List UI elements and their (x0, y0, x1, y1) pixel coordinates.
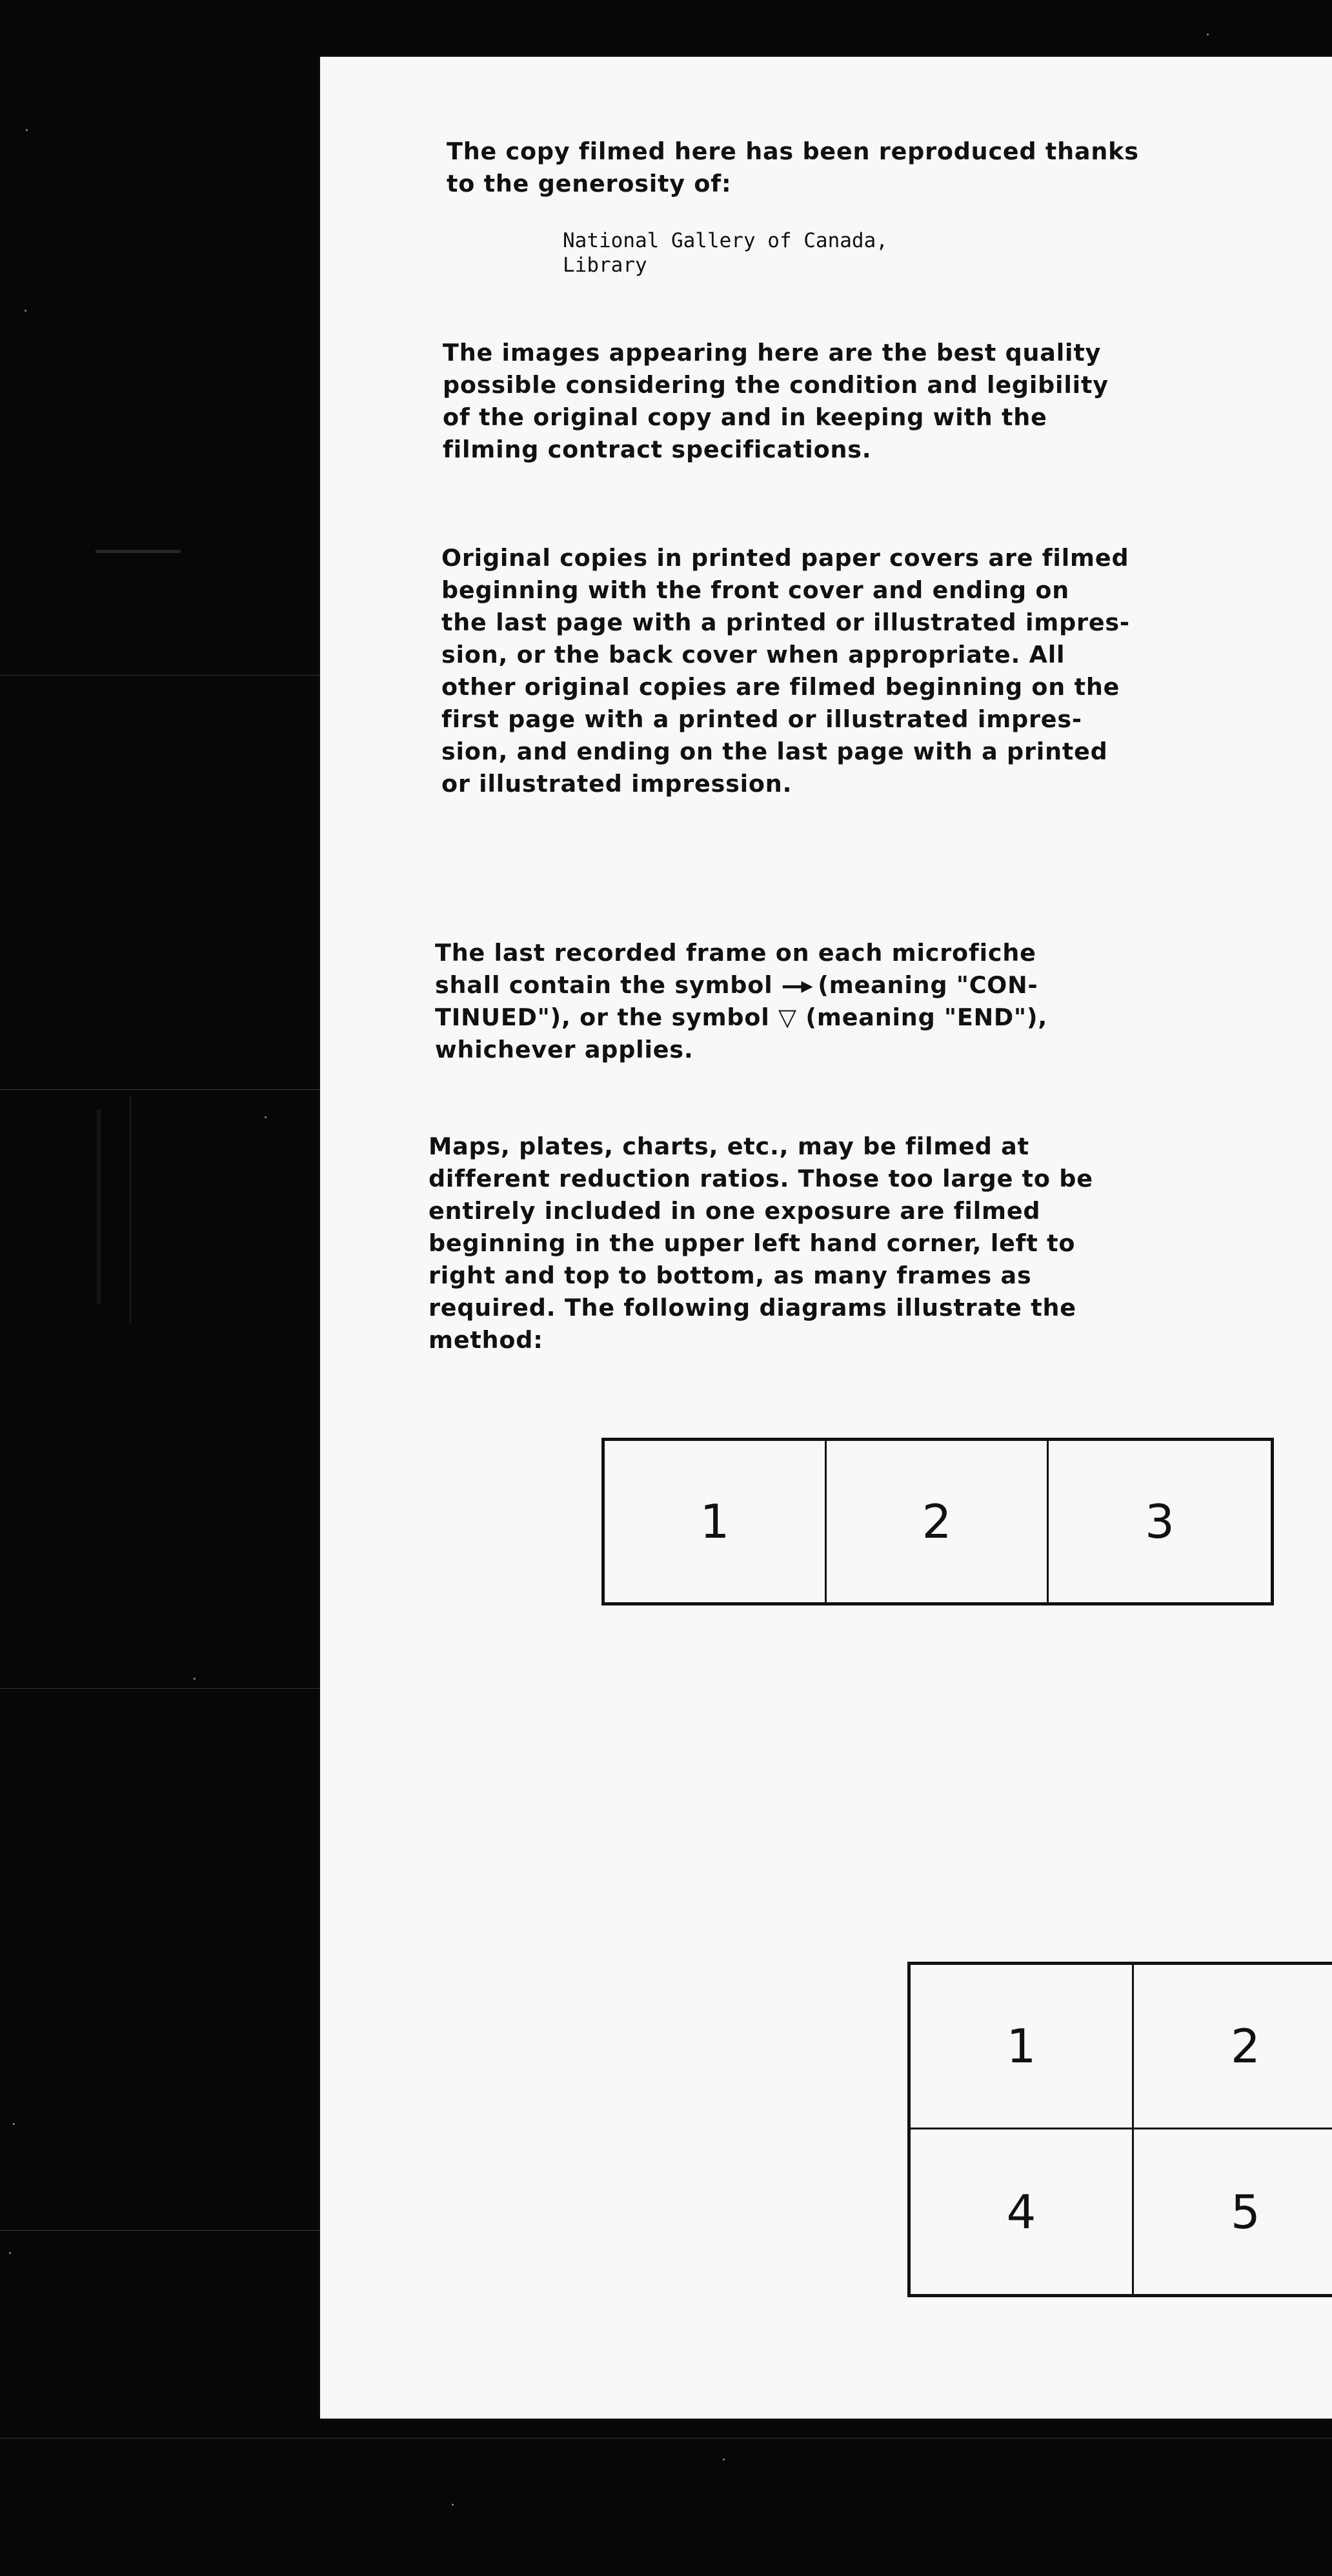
film-speck (25, 310, 26, 312)
symbols-line-3 (435, 1001, 1047, 1034)
diagram-cell: 4 (911, 2129, 1134, 2294)
institution-name: National Gallery of Canada, Library (563, 229, 888, 277)
symbols-paragraph (435, 937, 1047, 1066)
symbols-line-2-after: (meaning "CON- (809, 971, 1038, 999)
diagram-cell: 2 (1134, 1965, 1332, 2129)
film-speck (9, 2252, 11, 2254)
symbols-line-2-before: shall contain the symbol (435, 971, 782, 999)
covers-paragraph: Original copies in printed paper covers are filmed beginning with the front cover and ending on the last page with a printed or illustrated impres- sion, or the back cover when appropriate. All other original copies are filmed beginning on the first page with a printed or illustrated impres- sion, and ending on the last page with a printed or illustrated impression. (441, 544, 1130, 798)
arrow-icon: —▸ (781, 971, 809, 999)
frame-grid-diagram (907, 1962, 1332, 2297)
symbols-line-3-before: TINUED"), or the symbol (435, 1003, 779, 1031)
thanks-paragraph: The copy filmed here has been reproduced thanks to the generosity of: (447, 137, 1139, 197)
symbols-line-3-after: (meaning "END"), (796, 1003, 1047, 1031)
diagram-cell: 2 (827, 1441, 1049, 1602)
symbols-line-4: whichever applies. (435, 1036, 694, 1063)
film-speck (26, 129, 28, 131)
diagram-cell: 1 (911, 1965, 1134, 2129)
film-scratch (96, 550, 181, 553)
film-speck (13, 2123, 15, 2125)
diagram-cell: 3 (1145, 1494, 1175, 1549)
film-speck (452, 2504, 454, 2506)
symbols-line-1: The last recorded frame on each microfiche (435, 939, 1036, 967)
frame-row-diagram (601, 1438, 1274, 1605)
film-speck (1207, 34, 1209, 35)
film-line (0, 2438, 1332, 2439)
film-speck (265, 1116, 267, 1118)
diagram-cell: 1 (605, 1441, 827, 1602)
film-speck (723, 2459, 725, 2460)
maps-paragraph: Maps, plates, charts, etc., may be filmed at different reduction ratios. Those too large to be entirely included in one exposure are filmed beginning in the upper left hand corner, left to right and top to bottom, as many frames as required. The following diagrams illustrate the method: (429, 1132, 1093, 1354)
film-scratch (129, 1097, 132, 1323)
end-triangle-icon: ▽ (778, 1003, 797, 1031)
symbols-line-2 (435, 969, 1047, 1001)
film-speck (194, 1678, 196, 1680)
diagram-cell: 5 (1231, 2184, 1260, 2239)
document-page (320, 57, 1332, 2419)
film-scratch (97, 1110, 101, 1303)
quality-paragraph: The images appearing here are the best quality possible considering the condition and legibility of the original copy and in keeping with the filming contract specifications. (443, 339, 1109, 463)
